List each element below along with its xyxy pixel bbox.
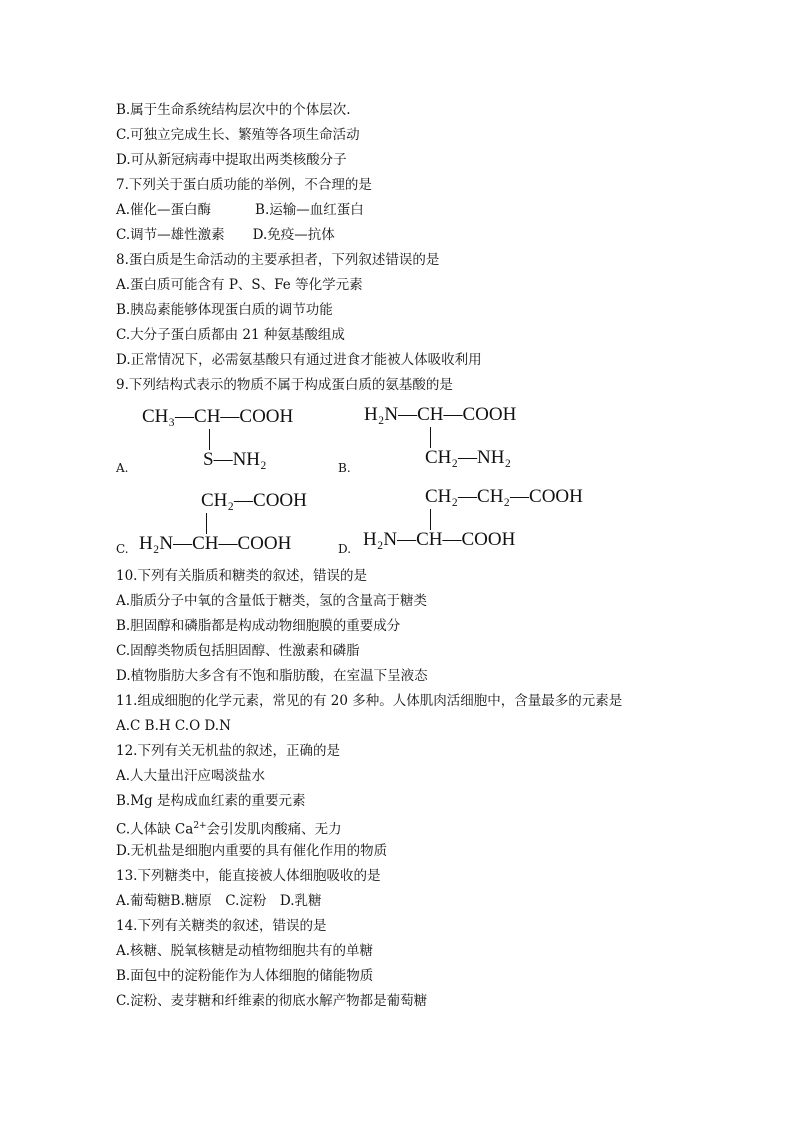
q7-option-a: A.催化—蛋白酶: [116, 202, 212, 218]
q12-option-c-superscript: 2+: [193, 821, 207, 831]
q9-b-bond: [430, 427, 431, 448]
q11-options: A.C B.H C.O D.N: [116, 718, 231, 734]
q8-option-b: B.胰岛素能够体现蛋白质的调节功能: [116, 302, 333, 318]
q9-c-formula-bottom: H₂N—CH—COOH: [139, 533, 292, 554]
q9-a-formula-bottom: S—NH₂: [203, 449, 267, 470]
q9-b-formula-bottom: CH₂—NH₂: [425, 447, 512, 468]
q12-option-d: D.无机盐是细胞内重要的具有催化作用的物质: [116, 843, 388, 859]
q9-d-formula-bottom: H₂N—CH—COOH: [363, 529, 516, 550]
q10-stem: 10.下列有关脂质和糖类的叙述，错误的是: [116, 568, 367, 584]
q14-option-c: C.淀粉、麦芽糖和纤维素的彻底水解产物都是葡萄糖: [116, 993, 428, 1009]
q7-option-b: B.运输—血红蛋白: [255, 202, 364, 218]
q6-option-b: B.属于生命系统结构层次中的个体层次.: [116, 102, 351, 118]
q7-options-ab: [116, 201, 364, 219]
q12-option-a: A.人大量出汗应喝淡盐水: [116, 768, 266, 784]
q10-option-a: A.脂质分子中氧的含量低于糖类，氢的含量高于糖类: [116, 593, 428, 609]
q11-stem: 11.组成细胞的化学元素，常见的有 20 多种。人体肌肉活细胞中，含量最多的元素是: [116, 693, 623, 709]
q6-option-d: D.可从新冠病毒中提取出两类核酸分子: [116, 152, 347, 168]
q13-options: A.葡萄糖B.糖原 C.淀粉 D.乳糖: [116, 893, 322, 909]
q12-option-c-part2: 会引发肌肉酸痛、无力: [206, 821, 342, 838]
q9-option-d-label: D.: [338, 542, 352, 556]
q7-stem: 7.下列关于蛋白质功能的举例，不合理的是: [116, 177, 372, 193]
q14-option-a: A.核糖、脱氧核糖是动植物细胞共有的单糖: [116, 943, 374, 959]
q8-option-a: A.蛋白质可能含有 P、S、Fe 等化学元素: [116, 277, 363, 293]
q12-option-c: [116, 817, 342, 839]
q14-stem: 14.下列有关糖类的叙述，错误的是: [116, 918, 327, 934]
q9-option-a-label: A.: [116, 461, 129, 475]
q9-option-b-label: B.: [338, 461, 351, 475]
q12-stem: 12.下列有关无机盐的叙述，正确的是: [116, 743, 340, 759]
q9-option-c-label: C.: [116, 542, 129, 556]
q9-a-bond: [209, 429, 210, 450]
q10-option-b: B.胆固醇和磷脂都是构成动物细胞膜的重要成分: [116, 618, 401, 634]
q12-option-b: B.Mg 是构成血红素的重要元素: [116, 793, 306, 809]
q9-stem: 9.下列结构式表示的物质不属于构成蛋白质的氨基酸的是: [116, 377, 453, 393]
q9-c-bond: [206, 513, 207, 534]
q9-a-formula-top: CH₃—CH—COOH: [142, 406, 294, 427]
q10-option-c: C.固醇类物质包括胆固醇、性激素和磷脂: [116, 643, 360, 659]
q10-option-d: D.植物脂肪大多含有不饱和脂肪酸，在室温下呈液态: [116, 668, 428, 684]
q14-option-b: B.面包中的淀粉能作为人体细胞的储能物质: [116, 968, 374, 984]
q9-c-formula-top: CH₂—COOH: [201, 490, 307, 511]
q9-b-formula-top: H₂N—CH—COOH: [364, 404, 517, 425]
q9-d-formula-top: CH₂—CH₂—COOH: [425, 486, 583, 507]
q8-stem: 8.蛋白质是生命活动的主要承担者，下列叙述错误的是: [116, 252, 440, 268]
q8-option-c: C.大分子蛋白质都由 21 种氨基酸组成: [116, 327, 345, 343]
q12-option-c-part1: C.人体缺 Ca: [116, 821, 194, 838]
q7-options-cd: [116, 226, 335, 244]
q7-option-d: D.免疫—抗体: [252, 227, 335, 243]
q8-option-d: D.正常情况下，必需氨基酸只有通过进食才能被人体吸收利用: [116, 352, 482, 368]
q7-option-c: C.调节—雄性激素: [116, 227, 225, 243]
q13-stem: 13.下列糖类中，能直接被人体细胞吸收的是: [116, 868, 381, 884]
q6-option-c: C.可独立完成生长、繁殖等各项生命活动: [116, 127, 360, 143]
q9-d-bond: [430, 509, 431, 530]
